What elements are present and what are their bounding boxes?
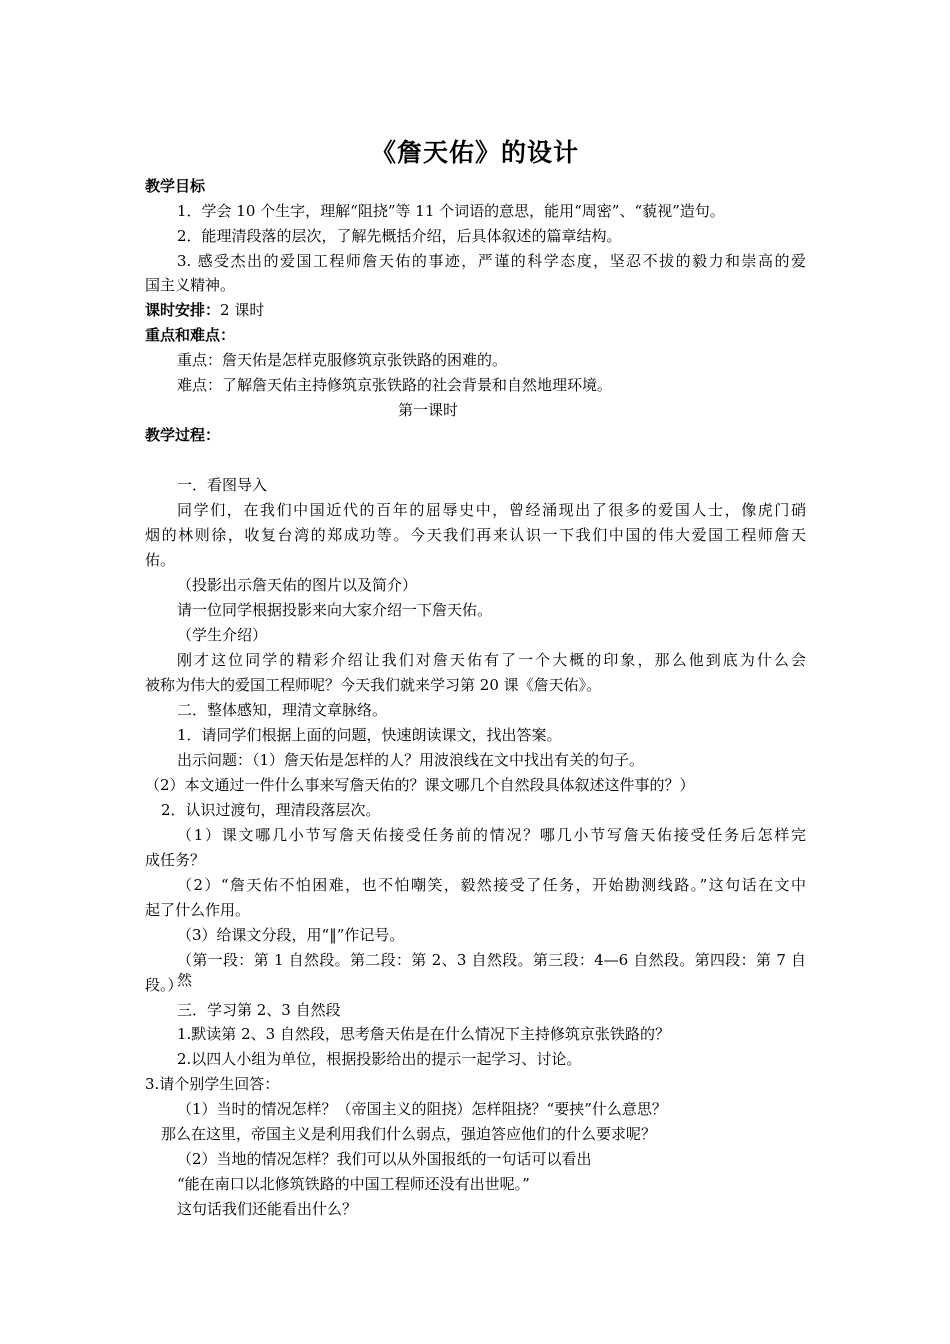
section-3-para-6: （2）当地的情况怎样？我们可以从外国报纸的一句话可以看出 <box>177 1150 592 1168</box>
section-1-para-3: 请一位同学根据投影来向大家介绍一下詹天佑。 <box>177 601 493 619</box>
section-1-para-5-line1: 刚才这位同学的精彩介绍让我们对詹天佑有了一个大概的印象，那么他到底为什么会 <box>177 651 806 669</box>
section-1-title: 一．看图导入 <box>177 476 268 494</box>
section-3-para-8: 这句话我们还能看出什么？ <box>177 1200 358 1218</box>
section-3-para-5: 那么在这里，帝国主义是利用我们什么弱点，强迫答应他们的什么要求呢？ <box>161 1125 657 1143</box>
section-1-para-1-line3: 佑。 <box>145 551 176 569</box>
section-1-para-1-line2: 烟的林则徐，收复台湾的郑成功等。今天我们再来认识一下我们中国的伟大爱国工程师詹天 <box>145 526 806 544</box>
section-1-para-4: （学生介绍） <box>177 626 268 644</box>
focus-key-point: 重点：詹天佑是怎样克服修筑京张铁路的困难的。 <box>177 351 508 369</box>
section-3-title: 三．学习第 2、3 自然段 <box>177 1001 341 1019</box>
section-2-para-2: 出示问题：（1）詹天佑是怎样的人？用波浪线在文中找出有关的句子。 <box>177 751 645 769</box>
section-2-para-8-line2: 段。） <box>145 976 183 994</box>
section-2-para-5-line2: 成任务？ <box>145 851 206 869</box>
goal-item-3-line2: 国主义精神。 <box>145 276 236 294</box>
section-2-para-8-line1: （第一段：第 1 自然段。第二段：第 2、3 自然段。第三段：4—6 自然段。第四段：第 7 自然 <box>177 951 806 989</box>
goals-heading: 教学目标 <box>145 177 206 195</box>
focus-heading: 重点和难点： <box>145 326 236 344</box>
section-2-para-7: （3）给课文分段，用“‖”作记号。 <box>177 926 405 944</box>
goal-item-1: 1．学会 10 个生字，理解“阻挠”等 11 个词语的意思，能用“周密”、“藐视”造句。 <box>177 202 725 220</box>
section-2-para-6-line2: 起了什么作用。 <box>145 901 251 919</box>
schedule-label: 课时安排： <box>145 301 221 319</box>
process-heading: 教学过程： <box>145 426 221 444</box>
section-1-para-5-line2: 被称为伟大的爱国工程师呢？今天我们就来学习第 20 课《詹天佑》。 <box>145 676 602 694</box>
section-2-para-3: （2）本文通过一件什么事来写詹天佑的？课文哪几个自然段具体叙述这件事的？） <box>145 776 695 794</box>
section-2-para-5-line1: （1）课文哪几小节写詹天佑接受任务前的情况？哪几小节写詹天佑接受任务后怎样完 <box>177 826 806 844</box>
section-3-para-3: 3.请个别学生回答： <box>145 1075 280 1093</box>
section-3-para-4: （1）当时的情况怎样？（帝国主义的阻挠）怎样阻挠？“要挟”什么意思？ <box>177 1100 667 1118</box>
lesson-label: 第一课时 <box>398 401 459 419</box>
section-2-para-6-line1: （2）“詹天佑不怕困难，也不怕嘲笑，毅然接受了任务，开始勘测线路。”这句话在文中 <box>177 876 806 894</box>
section-1-para-1-line1: 同学们，在我们中国近代的百年的屈辱史中，曾经涌现出了很多的爱国人士，像虎门硝 <box>177 501 806 519</box>
goal-item-3-line1: 3. 感受杰出的爱国工程师詹天佑的事迹，严谨的科学态度，坚忍不拔的毅力和崇高的爱 <box>177 252 806 270</box>
section-3-para-7: “能在南口以北修筑铁路的中国工程师还没有出世呢。” <box>177 1175 530 1193</box>
section-3-para-2: 2.以四人小组为单位，根据投影给出的提示一起学习、讨论。 <box>177 1050 582 1068</box>
section-2-title: 二．整体感知，理清文章脉络。 <box>177 701 388 719</box>
section-3-para-1: 1.默读第 2、3 自然段，思考詹天佑是在什么情况下主持修筑京张铁路的？ <box>177 1025 670 1043</box>
document-title: 《詹天佑》的设计 <box>370 138 579 167</box>
schedule <box>145 300 264 320</box>
focus-difficult-point: 难点：了解詹天佑主持修筑京张铁路的社会背景和自然地理环境。 <box>177 376 613 394</box>
section-2-para-4: 2．认识过渡句，理清段落层次。 <box>161 801 381 819</box>
section-2-para-1: 1．请同学们根据上面的问题，快速朗读课文，找出答案。 <box>177 726 562 744</box>
section-1-para-2: （投影出示詹天佑的图片以及简介） <box>177 576 418 594</box>
goal-item-2: 2．能理清段落的层次，了解先概括介绍，后具体叙述的篇章结构。 <box>177 227 622 245</box>
schedule-value: 2 课时 <box>220 301 265 319</box>
